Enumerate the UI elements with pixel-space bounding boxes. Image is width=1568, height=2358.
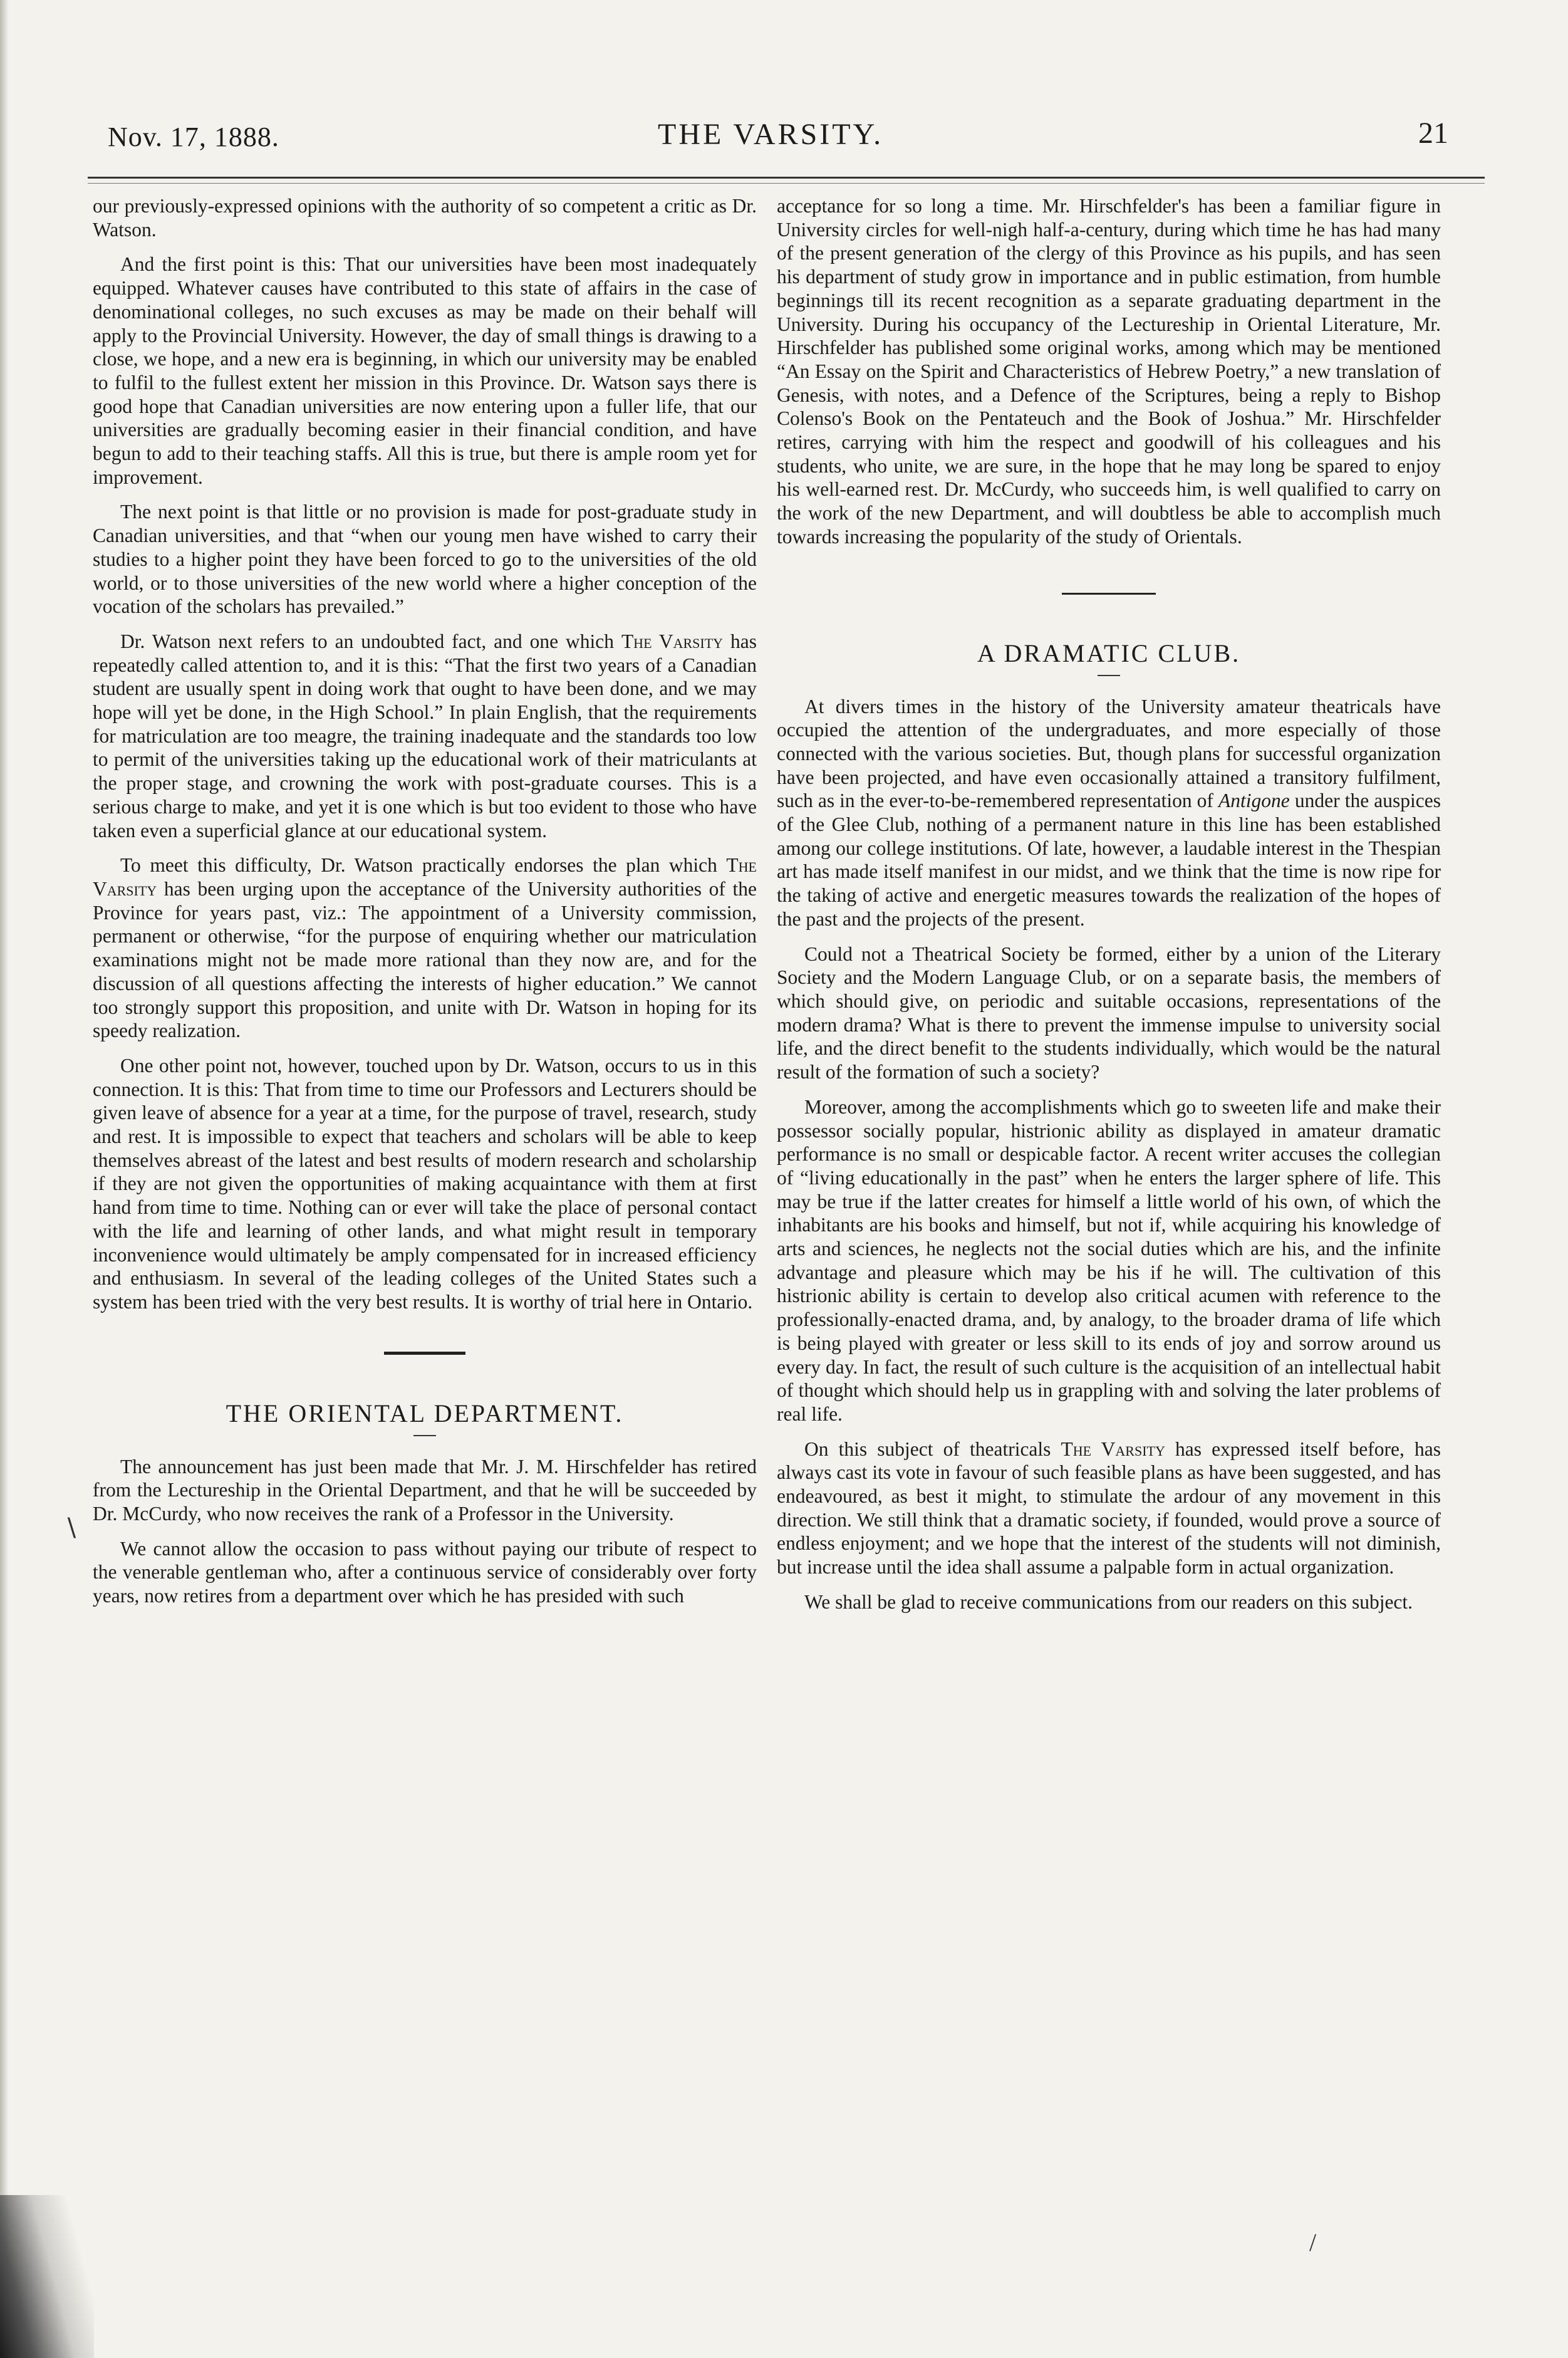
left-column <box>93 194 757 1619</box>
italic-title: Antigone <box>1218 790 1290 812</box>
paragraph: We cannot allow the occasion to pass without paying our tribute of respect to the venerable gentleman who, after a continuous service of considerably over forty years, now retires from a department over which he has presided with such <box>93 1537 757 1607</box>
section-heading-oriental: THE ORIENTAL DEPARTMENT. <box>226 1399 624 1427</box>
right-column <box>777 194 1441 1625</box>
paragraph: And the first point is this: That our universities have been most inadequately equipped. Whatever causes have contributed to this state of affairs in the case of denominational colleges, no such excuses as may be made on their behalf will apply to the Provincial University. However, the day of small things is drawing to a close, we hope, and a new era is beginning, in which our university may be enabled to fulfil to the fullest extent her mission in this Province. Dr. Watson says there is good hope that Canadian universities are now entering upon a fuller life, that our universities are gradually becoming easier in their financial condition, and have begun to add to their teaching staffs. All this is true, but there is ample room yet for improvement. <box>93 253 757 488</box>
paragraph: Dr. Watson next refers to an undoubted fact, and one which The Varsity has repeatedly called attention to, and it is this: “That the first two years of a Canadian student are usually spent in doing work that ought to have been done, and we may hope will yet be done, in the High School.” In plain English, that the requirements for matriculation are too meagre, the training inadequate and the standards too low to permit of the universities taking up the educational work of their matriculants at the proper stage, and crowning the work with post-graduate courses. This is a serious charge to make, and yet it is one which is but too evident to those who have taken even a superficial glance at our educational system. <box>93 630 757 842</box>
section-separator <box>384 1352 465 1355</box>
publication-name: The Varsity <box>93 854 757 900</box>
paragraph: The next point is that little or no provision is made for post-graduate study in Canadian universities, and that “when our young men have wished to carry their studies to a higher point they have been forced to go to the universities of the old world, or to those universities of the new world where a higher conception of the vocation of the scholars has prevailed.” <box>93 501 757 618</box>
header-rule-thin <box>88 183 1485 184</box>
page-corner-stain <box>0 2195 94 2358</box>
paragraph: One other point not, however, touched upon by Dr. Watson, occurs to us in this connection. It is this: That from time to time our Professors and Lecturers should be given leave of absence for a year at a time, for the purpose of travel, research, study and rest. It is impossible to expect that teachers and scholars will be able to keep themselves abreast of the latest and best results of modern research and scholarship if they are not given the opportunities of making acquaintance with them at first hand from time to time. Nothing can or ever will take the place of personal contact with the life and learning of other lands, and what might result in temporary inconvenience would ultimately be amply compensated for in increased efficiency and enthusiasm. In several of the leading colleges of the United States such a system has been tried with the very best results. It is worthy of trial here in Ontario. <box>93 1054 757 1313</box>
heading-dash <box>1098 675 1120 676</box>
paragraph: To meet this difficulty, Dr. Watson practically endorses the plan which The Varsity has been urging upon the acceptance of the University authorities of the Province for years past, viz.: The appointment of a University commission, permanent or otherwise, “for the purpose of enquiring whether our matriculation examinations might not be made more rational than they now are, and for the discussion of all questions affecting the interests of higher education.” We cannot too strongly support this proposition, and unite with Dr. Watson in hoping for its speedy realization. <box>93 854 757 1042</box>
publication-name: The Varsity <box>621 630 724 652</box>
section-separator <box>1062 593 1156 595</box>
paragraph: Moreover, among the accomplishments which go to sweeten life and make their possessor socially popular, histrionic ability as displayed in amateur dramatic performance is no small or despicable factor. A recent writer accuses the collegian of “living educationally in the past” when he enters the larger sphere of life. This may be true if the latter creates for himself a little world of his own, of which the inhabitants are his books and himself, but not if, while acquiring his knowledge of arts and sciences, he neglects not the social duties which are his, and the infinite advantage and pleasure which may be his if he will. The cultivation of this histrionic ability is certain to develop also critical acumen with reference to the professionally-enacted drama, and, by analogy, to the broader drama of life which is being played with greater or less skill to its ends of joy and sorrow around us every day. In fact, the result of such culture is the acquisition of an intellectual habit of thought which should help us in grappling with and solving the later problems of real life. <box>777 1095 1441 1425</box>
paragraph: acceptance for so long a time. Mr. Hirschfelder's has been a familiar figure in University circles for well-nigh half-a-century, during which time he has had many of the present generation of the clergy of this Province as his pupils, and has seen his department of study grow in importance and in public estimation, from humble beginnings till its recent recognition as a separate graduating department in the University. During his occupancy of the Lectureship in Oriental Literature, Mr. Hirschfelder has published some original works, among which may be mentioned “An Essay on the Spirit and Characteristics of Hebrew Poetry,” a new translation of Genesis, with notes, and a Defence of the Scriptures, being a reply to Bishop Colenso's Book on the Pentateuch and the Book of Joshua.” Mr. Hirschfelder retires, carrying with him the respect and goodwill of his colleagues and his students, who unite, we are sure, in the hope that he may long be spared to enjoy his well-earned rest. Dr. McCurdy, who succeeds him, is well qualified to carry on the work of the new Department, and will doubtless be able to accomplish much towards increasing the popularity of the study of Orientals. <box>777 195 1441 548</box>
header-page-number: 21 <box>1418 117 1448 150</box>
header-title: THE VARSITY. <box>658 118 884 151</box>
header-date: Nov. 17, 1888. <box>108 122 279 152</box>
header-rule-thick <box>88 177 1485 179</box>
page-header <box>108 116 1448 166</box>
paragraph: On this subject of theatricals The Varsity has expressed itself before, has always cast its vote in favour of such feasible plans as have been suggested, and has endeavoured, as best it might, to stimulate the ardour of any movement in this direction. We still think that a dramatic society, if founded, would prove a source of endless enjoyment; and we hope that the interest of the students will not diminish, but increase until the idea shall assume a palpable form in actual organization. <box>777 1437 1441 1578</box>
margin-mark: ∖ <box>63 1514 79 1542</box>
page-edge-shadow <box>0 0 9 2358</box>
paragraph: At divers times in the history of the University amateur theatricals have occupied the attention of the undergraduates, and more especially of those connected with the various societies. But, though plans for successful organization have been projected, and have even occasionally attained a transitory fulfilment, such as in the ever-to-be-remembered representation of Antigone under the auspices of the Glee Club, nothing of a permanent nature in this line has been established among our college institutions. Of late, however, a laudable interest in the Thespian art has made itself manifest in our midst, and we think that the time is now ripe for the taking of active and energetic measures towards the realization of the hopes of the past and the projects of the present. <box>777 695 1441 930</box>
section-heading-dramatic-club: A DRAMATIC CLUB. <box>977 639 1241 667</box>
publication-name: The Varsity <box>1061 1437 1165 1460</box>
paragraph: our previously-expressed opinions with the authority of so competent a critic as Dr. Watson. <box>93 195 757 241</box>
heading-dash <box>413 1435 436 1436</box>
paragraph: The announcement has just been made that Mr. J. M. Hirschfelder has retired from the Lectureship in the Oriental Department, and that he will be succeeded by Dr. McCurdy, who now receives the rank of a Professor in the University. <box>93 1455 757 1525</box>
margin-mark: / <box>1309 2228 1317 2256</box>
paragraph: We shall be glad to receive communications from our readers on this subject. <box>804 1590 1413 1613</box>
paragraph: Could not a Theatrical Society be formed, either by a union of the Literary Society and the Modern Language Club, or on a separate basis, the members of which should give, on periodic and suitable occasions, representations of the modern drama? What is there to prevent the immense impulse to university social life, and the direct benefit to the students individually, which would be the natural result of the formation of such a society? <box>777 942 1441 1083</box>
